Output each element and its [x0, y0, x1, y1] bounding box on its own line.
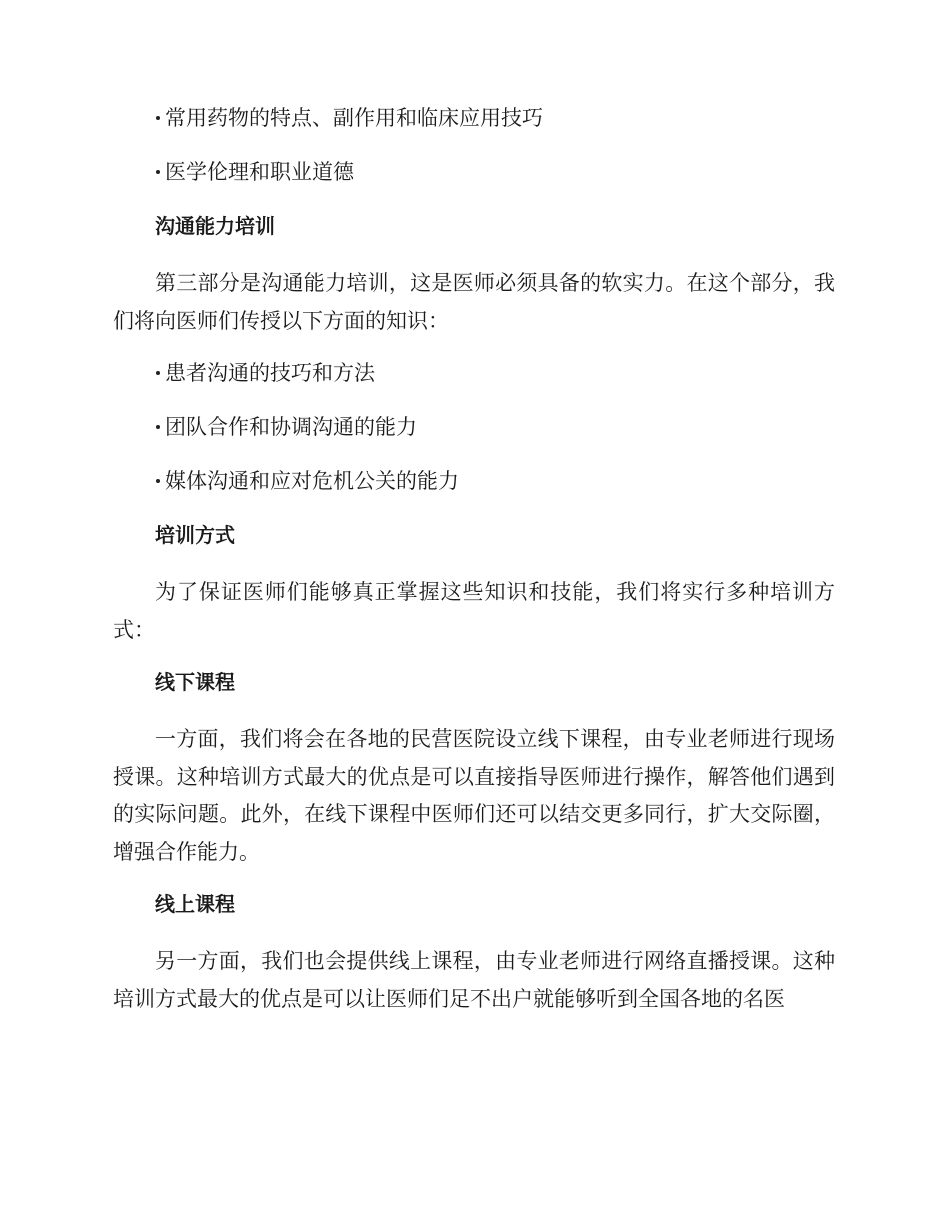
- section-heading-communication: 沟通能力培训: [155, 214, 275, 238]
- bullet-dot-icon: [156, 425, 160, 429]
- paragraph-offline: 一方面，我们将会在各地的民营医院设立线下课程，由专业老师进行现场授课。这种培训方式最大的优点是可以直接指导医师进行操作，解答他们遇到的实际问题。此外，在线下课程中医师们还可以结交更多同行，扩大交际圈，增强合作能力。: [113, 727, 835, 864]
- list-item-text: 患者沟通的技巧和方法: [165, 361, 375, 385]
- paragraph-methods: 为了保证医师们能够真正掌握这些知识和技能，我们将实行多种培训方式：: [113, 580, 835, 642]
- paragraph-online: 另一方面，我们也会提供线上课程，由专业老师进行网络直播授课。这种培训方式最大的优点是可以让医师们足不出户就能够听到全国各地的名医: [113, 949, 835, 1011]
- list-item: [113, 466, 835, 496]
- paragraph-communication: 第三部分是沟通能力培训，这是医师必须具备的软实力。在这个部分，我们将向医师们传授以下方面的知识：: [113, 271, 835, 333]
- list-item-text: 医学伦理和职业道德: [165, 160, 354, 184]
- document-page: [113, 103, 835, 1042]
- list-item: [113, 358, 835, 388]
- list-item-text: 媒体沟通和应对危机公关的能力: [165, 469, 459, 493]
- list-item: [113, 157, 835, 187]
- bullet-dot-icon: [156, 170, 160, 174]
- bullet-dot-icon: [156, 479, 160, 483]
- section-heading-offline: 线下课程: [155, 670, 235, 694]
- section-heading-methods: 培训方式: [155, 523, 235, 547]
- list-item-text: 常用药物的特点、副作用和临床应用技巧: [165, 106, 543, 130]
- bullet-dot-icon: [156, 116, 160, 120]
- list-item: [113, 103, 835, 133]
- section-heading-online: 线上课程: [155, 892, 235, 916]
- list-item-text: 团队合作和协调沟通的能力: [165, 415, 417, 439]
- bullet-dot-icon: [156, 371, 160, 375]
- list-item: [113, 412, 835, 442]
